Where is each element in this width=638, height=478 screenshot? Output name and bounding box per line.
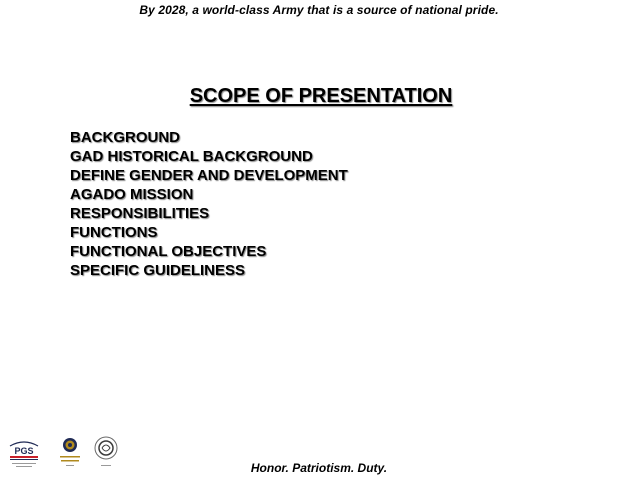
list-item: FUNCTIONS: [70, 224, 158, 241]
list-item: AGADO MISSION: [70, 186, 194, 203]
svg-text:PGS: PGS: [14, 446, 34, 456]
list-item: RESPONSIBILITIES: [70, 205, 210, 222]
list-item: DEFINE GENDER AND DEVELOPMENT: [70, 167, 348, 184]
list-item: BACKGROUND: [70, 129, 180, 146]
page-title: SCOPE OF PRESENTATION: [189, 85, 453, 107]
list-item: GAD HISTORICAL BACKGROUND: [70, 148, 313, 165]
scope-list: [70, 128, 348, 280]
list-item: SPECIFIC GUIDELINESS: [70, 262, 246, 279]
list-item: FUNCTIONAL OBJECTIVES: [70, 243, 267, 260]
footer-motto: Honor. Patriotism. Duty.: [250, 461, 388, 475]
vision-statement: By 2028, a world-class Army that is a source of national pride.: [139, 3, 499, 17]
